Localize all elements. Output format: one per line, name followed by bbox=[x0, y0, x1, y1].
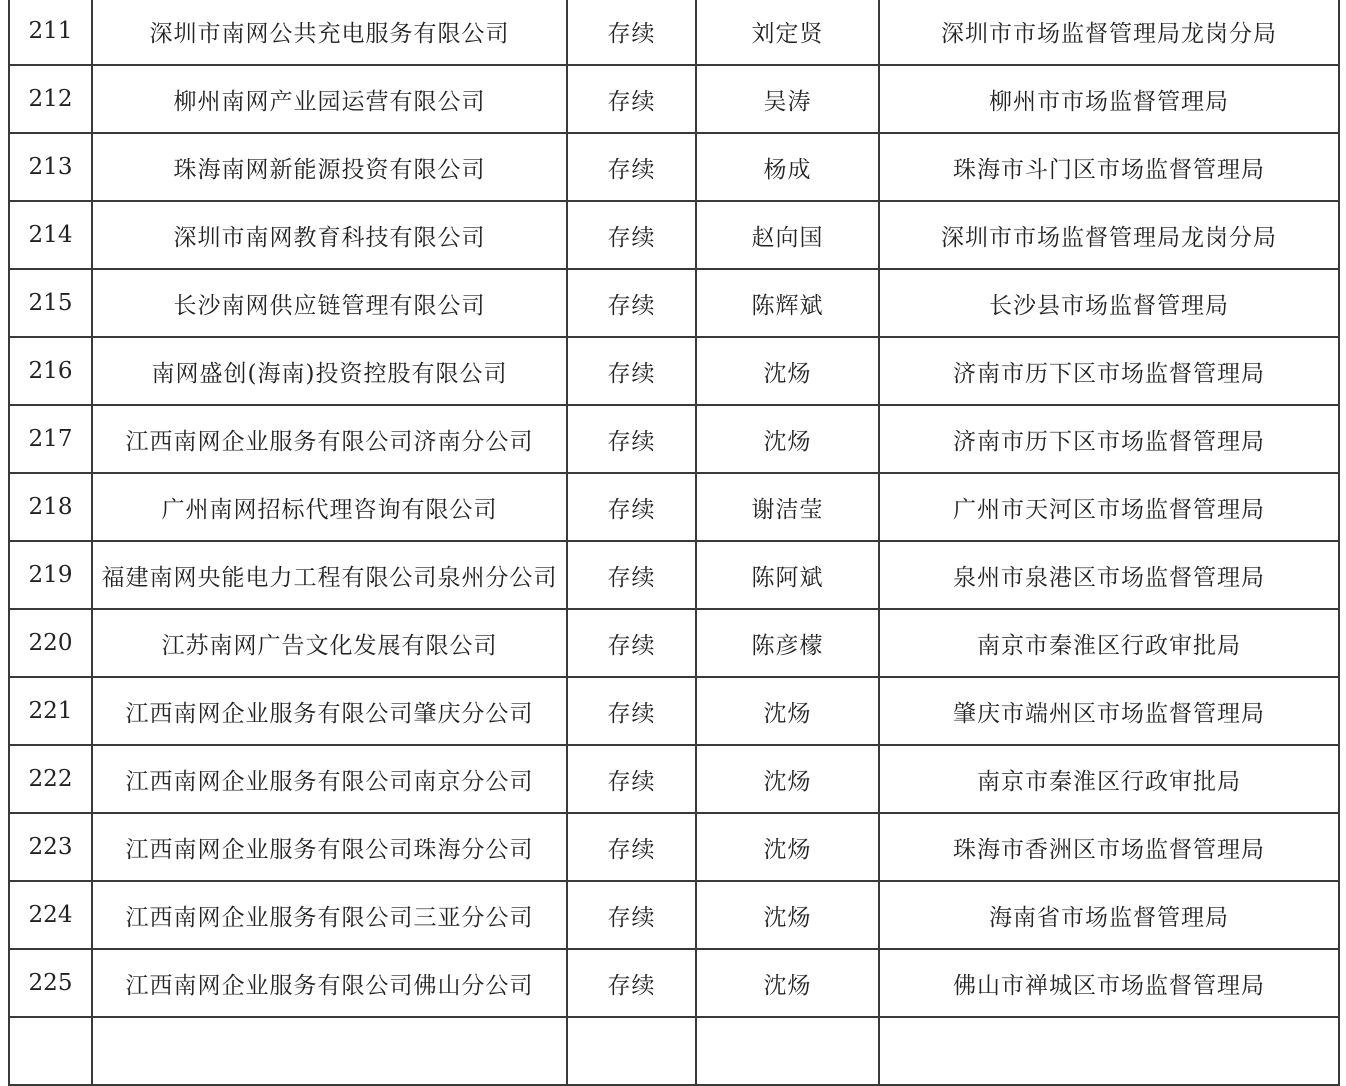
registration-authority: 佛山市禅城区市场监督管理局 bbox=[879, 949, 1339, 1017]
row-number: 220 bbox=[9, 609, 92, 677]
legal-representative: 沈炀 bbox=[696, 813, 879, 881]
status-cell: 存续 bbox=[567, 133, 696, 201]
row-number: 211 bbox=[9, 0, 92, 65]
company-name: 深圳市南网公共充电服务有限公司 bbox=[92, 0, 567, 65]
registration-authority: 肇庆市端州区市场监督管理局 bbox=[879, 677, 1339, 745]
legal-representative: 沈炀 bbox=[696, 337, 879, 405]
registration-authority: 海南省市场监督管理局 bbox=[879, 881, 1339, 949]
table-row bbox=[9, 473, 1339, 541]
company-name: 珠海南网新能源投资有限公司 bbox=[92, 133, 567, 201]
row-number: 212 bbox=[9, 65, 92, 133]
table-row-partial bbox=[9, 1017, 1339, 1085]
registration-authority: 济南市历下区市场监督管理局 bbox=[879, 405, 1339, 473]
registration-authority: 泉州市泉港区市场监督管理局 bbox=[879, 541, 1339, 609]
company-table bbox=[8, 0, 1340, 1086]
row-number: 224 bbox=[9, 881, 92, 949]
company-name: 江西南网企业服务有限公司三亚分公司 bbox=[92, 881, 567, 949]
company-name: 长沙南网供应链管理有限公司 bbox=[92, 269, 567, 337]
row-number: 218 bbox=[9, 473, 92, 541]
company-name: 江西南网企业服务有限公司济南分公司 bbox=[92, 405, 567, 473]
company-name: 江西南网企业服务有限公司佛山分公司 bbox=[92, 949, 567, 1017]
legal-representative: 赵向国 bbox=[696, 201, 879, 269]
row-number: 225 bbox=[9, 949, 92, 1017]
table-row bbox=[9, 745, 1339, 813]
table-row bbox=[9, 609, 1339, 677]
registration-authority: 南京市秦淮区行政审批局 bbox=[879, 609, 1339, 677]
status-cell: 存续 bbox=[567, 405, 696, 473]
company-name: 江西南网企业服务有限公司南京分公司 bbox=[92, 745, 567, 813]
status-cell: 存续 bbox=[567, 813, 696, 881]
legal-representative: 沈炀 bbox=[696, 881, 879, 949]
row-number: 216 bbox=[9, 337, 92, 405]
registration-authority: 深圳市市场监督管理局龙岗分局 bbox=[879, 0, 1339, 65]
table-row bbox=[9, 405, 1339, 473]
status-cell: 存续 bbox=[567, 201, 696, 269]
status-cell: 存续 bbox=[567, 541, 696, 609]
legal-representative: 陈阿斌 bbox=[696, 541, 879, 609]
row-number: 222 bbox=[9, 745, 92, 813]
row-number: 221 bbox=[9, 677, 92, 745]
legal-representative: 陈彦檬 bbox=[696, 609, 879, 677]
table-row bbox=[9, 949, 1339, 1017]
status-cell: 存续 bbox=[567, 269, 696, 337]
table-row bbox=[9, 65, 1339, 133]
table-row bbox=[9, 813, 1339, 881]
status-cell: 存续 bbox=[567, 65, 696, 133]
table-row bbox=[9, 677, 1339, 745]
table-row bbox=[9, 337, 1339, 405]
table-row bbox=[9, 0, 1339, 65]
row-number: 214 bbox=[9, 201, 92, 269]
company-name: 江西南网企业服务有限公司肇庆分公司 bbox=[92, 677, 567, 745]
company-name: 江苏南网广告文化发展有限公司 bbox=[92, 609, 567, 677]
row-number: 217 bbox=[9, 405, 92, 473]
legal-representative: 谢洁莹 bbox=[696, 473, 879, 541]
legal-representative: 吴涛 bbox=[696, 65, 879, 133]
registration-authority: 珠海市斗门区市场监督管理局 bbox=[879, 133, 1339, 201]
registration-authority: 广州市天河区市场监督管理局 bbox=[879, 473, 1339, 541]
legal-representative: 杨成 bbox=[696, 133, 879, 201]
company-name: 南网盛创(海南)投资控股有限公司 bbox=[92, 337, 567, 405]
legal-representative: 沈炀 bbox=[696, 745, 879, 813]
table-row bbox=[9, 541, 1339, 609]
company-name: 柳州南网产业园运营有限公司 bbox=[92, 65, 567, 133]
company-name: 福建南网央能电力工程有限公司泉州分公司 bbox=[92, 541, 567, 609]
legal-representative: 沈炀 bbox=[696, 405, 879, 473]
status-cell: 存续 bbox=[567, 337, 696, 405]
row-number: 223 bbox=[9, 813, 92, 881]
table-body bbox=[9, 0, 1339, 1085]
company-name: 深圳市南网教育科技有限公司 bbox=[92, 201, 567, 269]
status-cell: 存续 bbox=[567, 473, 696, 541]
table-row bbox=[9, 269, 1339, 337]
status-cell: 存续 bbox=[567, 949, 696, 1017]
registration-authority: 珠海市香洲区市场监督管理局 bbox=[879, 813, 1339, 881]
status-cell: 存续 bbox=[567, 745, 696, 813]
status-cell: 存续 bbox=[567, 0, 696, 65]
registration-authority: 深圳市市场监督管理局龙岗分局 bbox=[879, 201, 1339, 269]
company-name: 江西南网企业服务有限公司珠海分公司 bbox=[92, 813, 567, 881]
status-cell: 存续 bbox=[567, 609, 696, 677]
registration-authority: 济南市历下区市场监督管理局 bbox=[879, 337, 1339, 405]
table-row bbox=[9, 133, 1339, 201]
table-row bbox=[9, 881, 1339, 949]
registration-authority: 长沙县市场监督管理局 bbox=[879, 269, 1339, 337]
status-cell: 存续 bbox=[567, 881, 696, 949]
table-row bbox=[9, 201, 1339, 269]
legal-representative: 沈炀 bbox=[696, 949, 879, 1017]
legal-representative: 沈炀 bbox=[696, 677, 879, 745]
row-number: 215 bbox=[9, 269, 92, 337]
registration-authority: 柳州市市场监督管理局 bbox=[879, 65, 1339, 133]
row-number: 213 bbox=[9, 133, 92, 201]
legal-representative: 刘定贤 bbox=[696, 0, 879, 65]
legal-representative: 陈辉斌 bbox=[696, 269, 879, 337]
row-number: 219 bbox=[9, 541, 92, 609]
status-cell: 存续 bbox=[567, 677, 696, 745]
registration-authority: 南京市秦淮区行政审批局 bbox=[879, 745, 1339, 813]
company-name: 广州南网招标代理咨询有限公司 bbox=[92, 473, 567, 541]
